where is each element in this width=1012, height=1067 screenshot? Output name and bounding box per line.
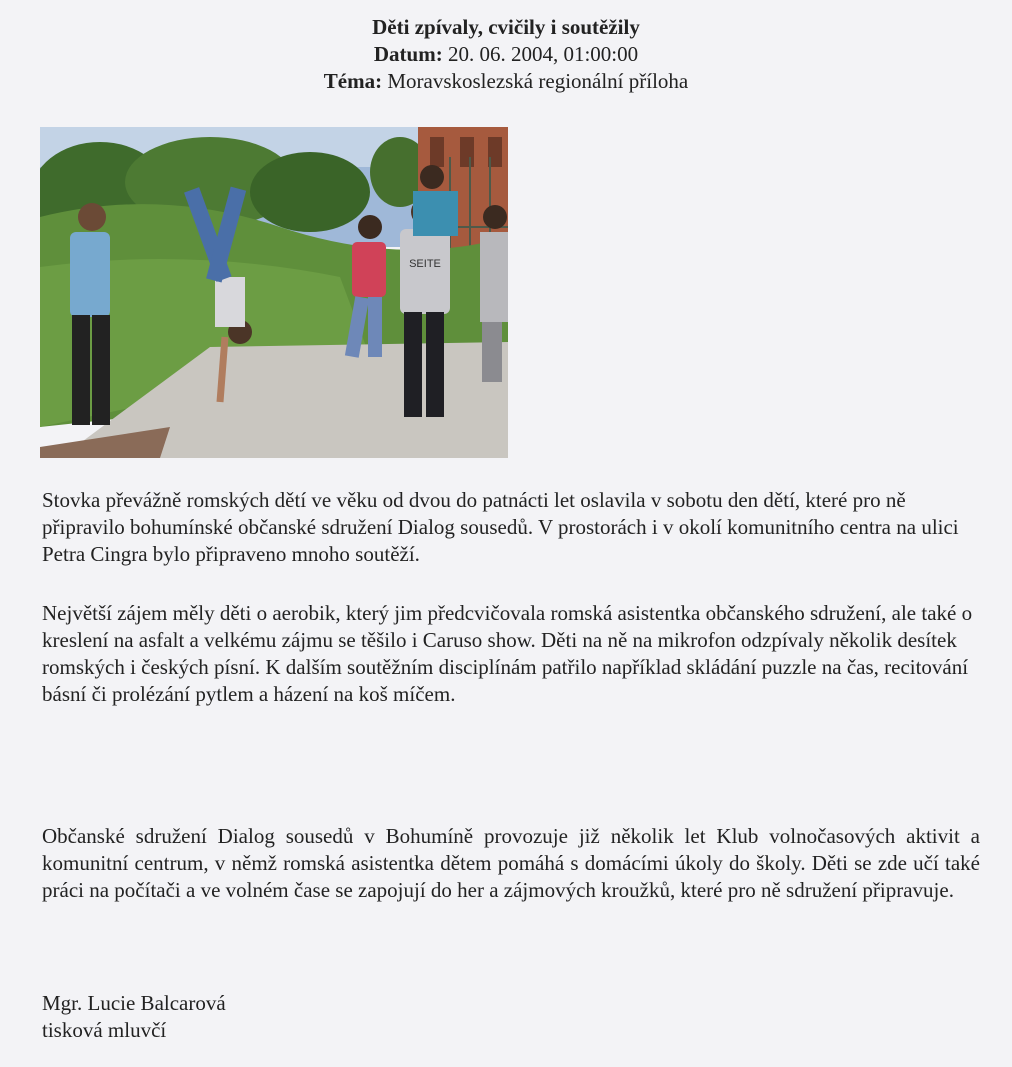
date-label: Datum: [373,42,443,66]
signature-name: Mgr. Lucie Balcarová [42,991,226,1015]
article-date [0,41,1012,68]
article-topic [0,68,1012,95]
paragraph-2: Největší zájem měly děti o aerobik, který jim předcvičovala romská asistentka občanského sdružení, ale také o kreslení na asfalt a velkému zájmu se těšilo i Caruso show. Děti na ně na mikrofon odzpívaly několik desítek romských i českých písní. K dalším soutěžním disciplínám patřilo například skládání puzzle na čas, recitování básní či prolézání pytlem a házení na koš míčem. [42,601,973,706]
topic-label: Téma: [323,69,383,93]
children-playing-photo-icon [40,127,508,458]
paragraph-3: Občanské sdružení Dialog sousedů v Bohumíně provozuje již několik let Klub volnočasových aktivit a komunitní centrum, v němž romská asistentka dětem pomáhá s domácími úkoly do školy. Děti se zde učí také práci na počítači a ve volném čase se zapojují do her a zájmových kroužků, které pro ně sdružení připravuje. [42,824,980,902]
topic-value: Moravskoslezská regionální příloha [387,69,689,93]
article-photo [40,127,508,458]
article-header [0,14,1012,95]
article-title: Děti zpívaly, cvičily i soutěžily [372,15,640,39]
signature-block [42,990,226,1044]
paragraph-1: Stovka převážně romských dětí ve věku od dvou do patnácti let oslavila v sobotu den dětí, které pro ně připravilo bohumínské občanské sdružení Dialog sousedů. V prostorách i v okolí komunitního centra na ulici Petra Cingra bylo připraveno mnoho soutěží. [42,488,959,566]
date-value: 20. 06. 2004, 01:00:00 [447,42,639,66]
shirt-print: SEITE [409,258,441,270]
signature-role: tisková mluvčí [42,1018,167,1042]
